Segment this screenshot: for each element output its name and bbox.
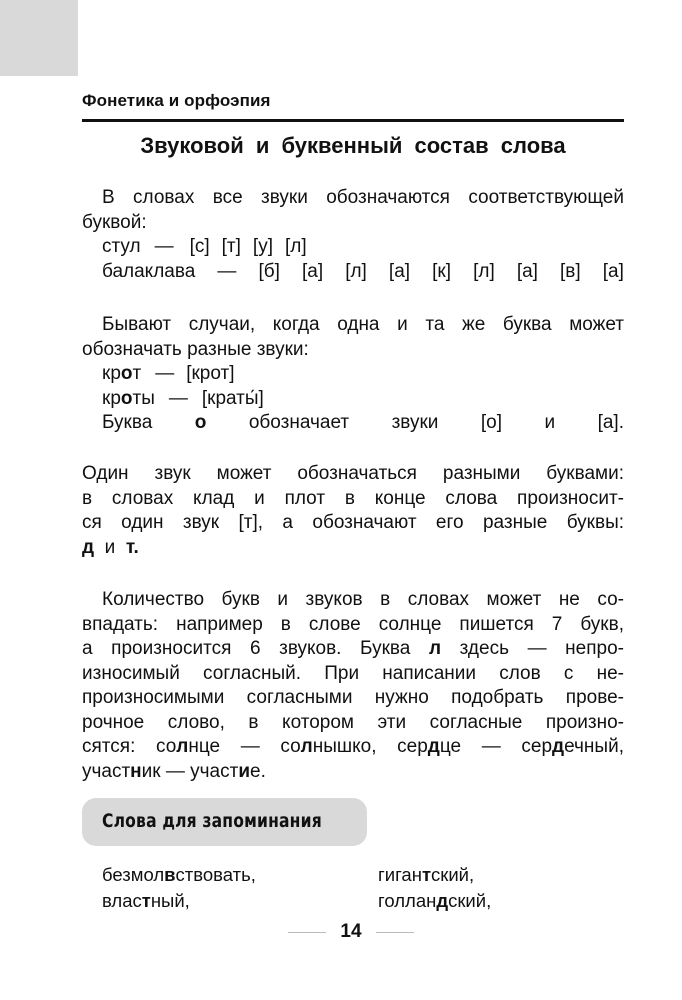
text-part: а произносится 6 звуков. Буква — [82, 638, 411, 659]
sound: [л] — [473, 260, 495, 282]
word-entry — [102, 862, 256, 888]
paragraph-1 — [82, 186, 624, 284]
p4-line-5: произносимыми согласными нужно подобрать прове- — [82, 687, 624, 708]
transcription: [краты́] — [201, 387, 264, 409]
text-part: нышко, сер — [312, 736, 428, 757]
bold-letter: л — [176, 736, 189, 757]
text-part: ский, — [431, 864, 475, 885]
word: и — [104, 536, 116, 558]
bold-letter: д — [82, 536, 95, 558]
example-dash: — — [154, 236, 174, 257]
sound: [а] — [301, 260, 324, 282]
page-number-area — [288, 920, 414, 944]
bold-letter: т — [421, 864, 431, 885]
page-title: Звуковой и буквенный состав слова — [140, 133, 566, 158]
bold-letter: о — [194, 412, 207, 433]
sound: [в] — [560, 260, 581, 282]
p2-last-line — [82, 411, 624, 436]
section-header: Фонетика и орфоэпия — [82, 91, 271, 110]
p3-line-4 — [82, 536, 624, 561]
p3-line-1: Один звук может обозначаться разными буквами: — [82, 463, 624, 484]
memo-label: Слова для запоминания — [102, 810, 322, 832]
text-part: здесь — непро- — [459, 638, 624, 659]
paragraph-4 — [82, 588, 624, 784]
paragraph-3 — [82, 462, 624, 560]
sound: [а] — [388, 260, 411, 282]
text-part: це — сер — [439, 736, 553, 757]
stressed-letter: о — [120, 387, 133, 409]
bold-letter: н — [130, 760, 142, 782]
p1-line-1: В словах все звуки обозначаются соответствующей — [102, 187, 624, 208]
stressed-letter: о — [120, 363, 133, 384]
sound: [с] — [189, 236, 210, 257]
text-part: безмол — [102, 864, 165, 885]
text-part: участ — [82, 760, 131, 782]
bold-letter: д — [436, 890, 449, 911]
sound: [б] — [258, 260, 280, 282]
example-word: стул — [102, 236, 141, 257]
bold-letter: т — [141, 890, 151, 911]
example-dash: — — [168, 387, 188, 409]
bold-letter: д — [427, 736, 440, 757]
p4-line-4: износимый согласный. При написании слов с не- — [82, 662, 624, 684]
word: [а]. — [597, 412, 624, 433]
word: Буква — [102, 412, 153, 433]
example-balaklava — [82, 260, 624, 285]
p3-line-2: в словах клад и плот в конце слова произносит- — [82, 487, 624, 509]
bold-letter: л — [428, 638, 442, 659]
p1-line-2: буквой: — [82, 211, 147, 233]
sound: [к] — [432, 260, 451, 282]
word-entry — [102, 888, 256, 914]
word: и — [544, 412, 556, 433]
example-word-part: кр — [102, 363, 121, 384]
paragraph-2 — [82, 313, 624, 436]
sound: [а] — [516, 260, 538, 282]
transcription: [крот] — [186, 363, 235, 384]
p4-line-1: Количество букв и звуков в словах может не со- — [102, 589, 624, 610]
example-word-part: кр — [102, 387, 121, 409]
text-part: ечный, — [564, 736, 624, 757]
p4-line-6: рочное слово, в котором эти согласные произно- — [82, 711, 624, 733]
text-part: гиган — [378, 864, 422, 885]
sound: [а] — [602, 260, 624, 282]
word-entry — [378, 888, 491, 914]
example-dash: — — [217, 260, 237, 282]
word-column-2 — [378, 862, 491, 914]
p4-line-7 — [82, 735, 624, 760]
sound: [у] — [252, 236, 273, 257]
example-stul — [82, 235, 624, 260]
bold-letter: т. — [125, 536, 139, 558]
word-column-1 — [102, 862, 256, 914]
bold-letter: л — [300, 736, 313, 757]
word-entry — [378, 862, 491, 888]
p2-line-1: Бывают случаи, когда одна и та же буква может — [102, 314, 624, 335]
bold-letter: и — [238, 760, 250, 782]
text-part: ствовать, — [175, 864, 256, 885]
text-part: нце — со — [188, 736, 301, 757]
header-rule — [82, 119, 624, 122]
p3-line-3: ся один звук [т], а обозначают его разные буквы: — [82, 512, 624, 533]
sound: [т] — [221, 236, 241, 257]
text-part: голлан — [378, 890, 437, 911]
bold-letter: д — [552, 736, 565, 757]
word: обозначает — [248, 412, 350, 433]
sound: [л] — [284, 236, 307, 257]
word: звуки — [391, 412, 439, 433]
text-part: ский, — [448, 890, 492, 911]
text-part: сятся: со — [82, 736, 177, 757]
p4-line-2: впадать: например в слове солнце пишется 7 букв, — [82, 613, 624, 635]
bold-letter: в — [164, 864, 176, 885]
text-part: е. — [250, 760, 266, 782]
example-dash: — — [155, 363, 175, 384]
text-part: ный, — [150, 890, 190, 911]
p4-line-3 — [82, 637, 624, 662]
p2-line-2: обозначать разные звуки: — [82, 338, 309, 360]
example-krot — [82, 362, 624, 387]
example-word-part: т — [132, 363, 142, 384]
example-word-part: ты — [132, 387, 155, 409]
text-part: ик — участ — [141, 760, 239, 782]
p4-line-8 — [82, 760, 624, 785]
word: [о] — [480, 412, 503, 433]
page-number: 14 — [340, 921, 362, 942]
page-number-rule-right — [376, 932, 414, 933]
corner-tab — [0, 0, 78, 76]
text-part: влас — [102, 890, 142, 911]
example-word: балаклава — [102, 260, 196, 282]
example-kroty — [82, 387, 624, 412]
sound: [л] — [345, 260, 367, 282]
